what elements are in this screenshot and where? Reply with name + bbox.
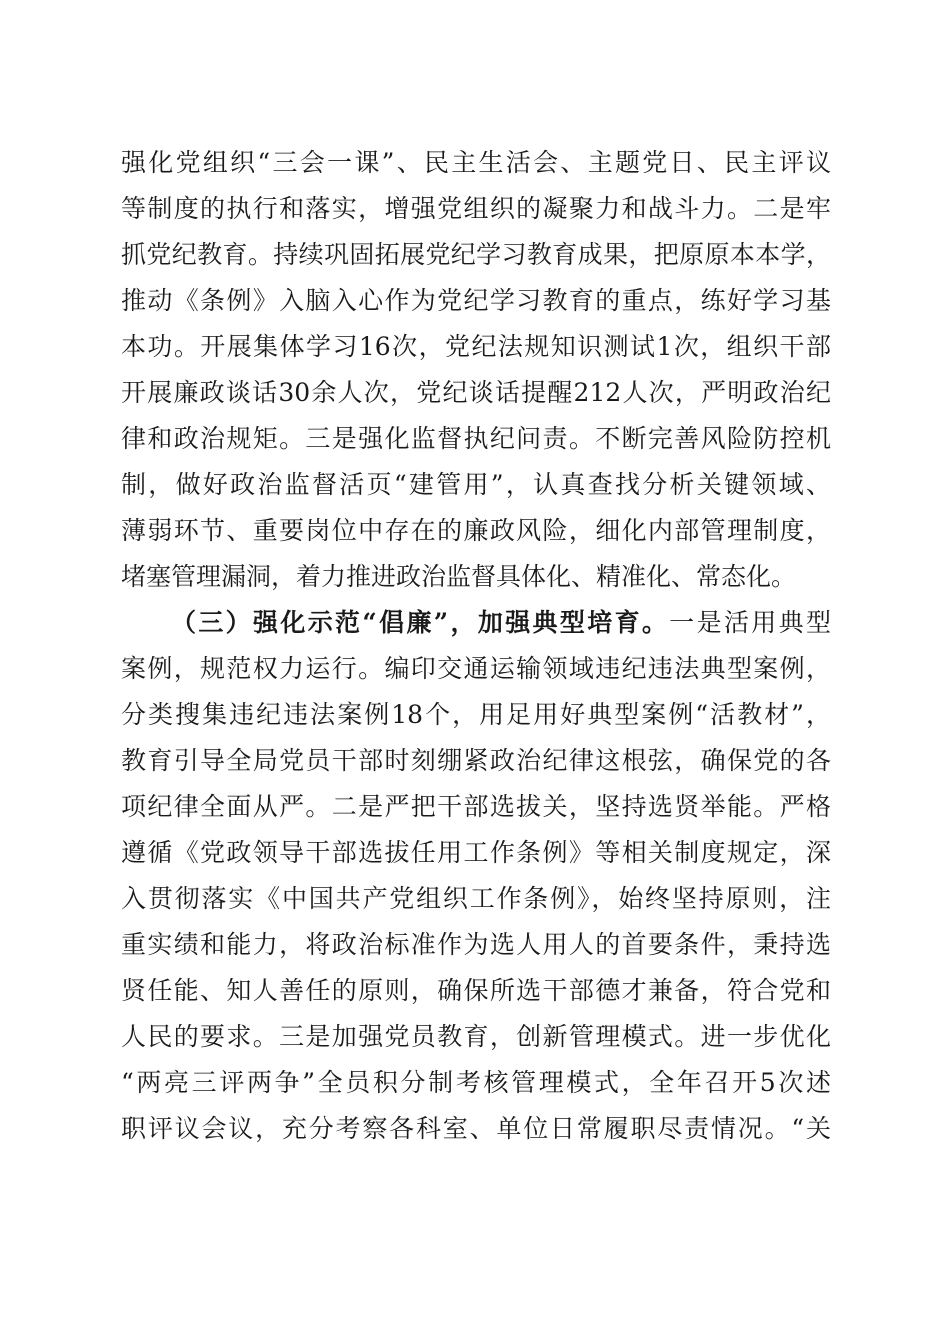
paragraph-text: 贤任能、知人善任的原则，确保所选干部德才兼备，符合党和 xyxy=(121,976,831,1005)
text-line xyxy=(121,1060,831,1106)
text-line xyxy=(121,876,831,922)
paragraph-text: 本功。开展集体学习16次，党纪法规知识测试1次，组织干部 xyxy=(121,332,831,361)
paragraph-text: 堵塞管理漏洞，着力推进政治监督具体化、精准化、常态化。 xyxy=(121,562,797,591)
text-line xyxy=(121,508,831,554)
paragraph-text: 开展廉政谈话30余人次，党纪谈话提醒212人次，严明政治纪 xyxy=(121,378,831,407)
text-line xyxy=(121,968,831,1014)
text-line xyxy=(121,278,831,324)
text-line xyxy=(121,600,831,646)
bold-heading-text: （三）强化示范“倡廉”，加强典型培育。 xyxy=(171,608,670,637)
text-line xyxy=(121,922,831,968)
text-line xyxy=(121,830,831,876)
text-line xyxy=(121,462,831,508)
text-line xyxy=(121,554,831,600)
paragraph-text: 一是活用典型 xyxy=(669,608,831,637)
text-line xyxy=(121,370,831,416)
text-line xyxy=(121,416,831,462)
body-text xyxy=(121,140,831,1152)
paragraph-text: “两亮三评两争”全员积分制考核管理模式，全年召开5次述 xyxy=(121,1068,831,1097)
text-line xyxy=(121,692,831,738)
paragraph-text: 制，做好政治监督活页“建管用”，认真查找分析关键领域、 xyxy=(121,470,831,499)
text-line xyxy=(121,1014,831,1060)
paragraph-text: 项纪律全面从严。二是严把干部选拔关，坚持选贤举能。严格 xyxy=(121,792,831,821)
paragraph-text: 遵循《党政领导干部选拔任用工作条例》等相关制度规定，深 xyxy=(121,838,831,867)
text-line xyxy=(121,232,831,278)
paragraph-text: 抓党纪教育。持续巩固拓展党纪学习教育成果，把原原本本学， xyxy=(121,240,831,269)
paragraph-text: 重实绩和能力，将政治标准作为选人用人的首要条件，秉持选 xyxy=(121,930,831,959)
paragraph-text: 人民的要求。三是加强党员教育，创新管理模式。进一步优化 xyxy=(121,1022,831,1051)
paragraph-text: 等制度的执行和落实，增强党组织的凝聚力和战斗力。二是牢 xyxy=(121,194,831,223)
text-line xyxy=(121,186,831,232)
text-line xyxy=(121,1106,831,1152)
text-line xyxy=(121,646,831,692)
paragraph-text: 教育引导全局党员干部时刻绷紧政治纪律这根弦，确保党的各 xyxy=(121,746,831,775)
text-line xyxy=(121,738,831,784)
paragraph-text: 入贯彻落实《中国共产党组织工作条例》，始终坚持原则，注 xyxy=(121,884,831,913)
paragraph-text: 强化党组织“三会一课”、民主生活会、主题党日、民主评议 xyxy=(121,148,831,177)
paragraph-text: 分类搜集违纪违法案例18个，用足用好典型案例“活教材”， xyxy=(121,700,831,729)
text-line xyxy=(121,784,831,830)
paragraph-text: 薄弱环节、重要岗位中存在的廉政风险，细化内部管理制度， xyxy=(121,516,831,545)
paragraph-text: 职评议会议，充分考察各科室、单位日常履职尽责情况。“关 xyxy=(121,1114,831,1143)
text-line xyxy=(121,324,831,370)
paragraph-text: 案例，规范权力运行。编印交通运输领域违纪违法典型案例， xyxy=(121,654,831,683)
paragraph-text: 律和政治规矩。三是强化监督执纪问责。不断完善风险防控机 xyxy=(121,424,831,453)
paragraph-text: 推动《条例》入脑入心作为党纪学习教育的重点，练好学习基 xyxy=(121,286,831,315)
text-line xyxy=(121,140,831,186)
